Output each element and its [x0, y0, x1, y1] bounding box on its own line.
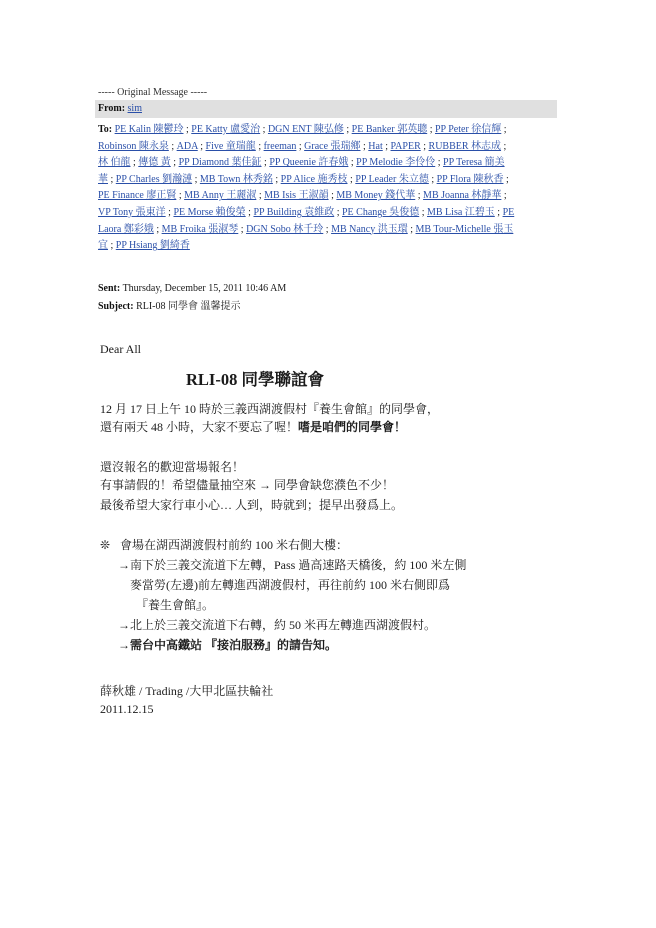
- recipient-link[interactable]: MB Money 錢代華: [336, 190, 416, 202]
- separator: ;: [168, 140, 177, 152]
- greeting: Dear All: [100, 342, 141, 356]
- from-sender-link[interactable]: sim: [127, 103, 142, 114]
- recipient-link[interactable]: RUBBER 林志成: [428, 140, 502, 152]
- recipient-link[interactable]: 傳德 黃: [138, 157, 171, 169]
- separator: ;: [334, 206, 342, 218]
- to-line-8: [98, 238, 560, 255]
- separator: ;: [296, 140, 305, 152]
- separator: ;: [501, 140, 507, 152]
- recipient-link[interactable]: PE Change 吳俊德: [342, 206, 420, 218]
- recipient-link[interactable]: PP Hsiang 劉綺香: [115, 240, 190, 252]
- separator: ;: [494, 206, 503, 218]
- separator: ;: [501, 124, 507, 135]
- shuttle-note: →需台中高鐵站 『接泊服務』的請告知。: [118, 638, 338, 652]
- recipient-link[interactable]: PP Building 袁維政: [253, 206, 335, 218]
- recipient-link[interactable]: PP Flora 陳秋香: [436, 173, 504, 185]
- recipient-link[interactable]: PAPER: [390, 140, 421, 152]
- reminder-emphasis: 嗜是咱們的同學會！: [298, 420, 407, 434]
- separator: ;: [238, 223, 247, 235]
- directions-south-2: 麥當勞(左邊)前左轉進西湖渡假村，再往前約 100 米右側即爲: [130, 578, 450, 592]
- recipient-link[interactable]: PE Morse 賴俊榮: [173, 206, 246, 218]
- reminder-text: 還有兩天 48 小時，大家不要忘了喔！: [100, 420, 299, 434]
- recipient-link[interactable]: MB Lisa 江碧玉: [427, 206, 495, 218]
- sent-row: [98, 282, 286, 296]
- recipient-link[interactable]: MB Froika 張淑琴: [161, 223, 239, 235]
- message-title: RLI-08 同學聯誼會: [186, 370, 324, 389]
- separator: ;: [343, 124, 352, 135]
- recipient-link[interactable]: PP Teresa 簡美: [443, 157, 505, 169]
- separator: ;: [415, 190, 424, 202]
- separator: ;: [323, 223, 332, 235]
- to-line-5: [98, 188, 560, 205]
- separator: ;: [176, 190, 185, 202]
- recipient-link[interactable]: 華: [98, 173, 108, 185]
- separator: ;: [428, 173, 437, 185]
- bullet-icon: ❊: [100, 538, 111, 552]
- signature: 薛秋雄 / Trading /大甲北區扶輪社: [100, 684, 274, 698]
- directions-north: →北上於三義交流道下右轉，約 50 米再左轉進西湖渡假村。: [118, 618, 437, 632]
- paragraph-registration: 還沒報名的歡迎當場報名！: [100, 460, 245, 474]
- to-line-4: [98, 172, 560, 189]
- recipient-link[interactable]: PP Queenie 許春娥: [269, 157, 349, 169]
- recipient-link[interactable]: DGN Sobo 林千玲: [246, 223, 324, 235]
- separator: ;: [183, 124, 192, 135]
- separator: ;: [245, 206, 254, 218]
- separator: ;: [347, 173, 356, 185]
- directions-south-3: 『養生會館』。: [136, 598, 215, 612]
- recipient-link[interactable]: MB Isis 王淑韻: [264, 190, 329, 202]
- recipient-link[interactable]: PE Kalin 陳鬱玲: [114, 124, 184, 135]
- subject-label: Subject:: [98, 301, 134, 312]
- recipient-link[interactable]: PP Alice 施秀枝: [280, 173, 348, 185]
- subject-row: [98, 300, 241, 314]
- separator: ;: [255, 140, 264, 152]
- recipient-link[interactable]: MB Joanna 林靜華: [423, 190, 502, 202]
- separator: ;: [272, 173, 281, 185]
- recipient-link[interactable]: Hat: [368, 140, 383, 152]
- subject-value: RLI-08 同學會 溫馨提示: [136, 301, 241, 312]
- separator: ;: [435, 157, 444, 169]
- to-line-3: [98, 155, 560, 172]
- separator: ;: [108, 240, 116, 252]
- separator: ;: [170, 157, 179, 169]
- directions-south-1: →南下於三義交流道下左轉，Pass 過高速路天橋後，約 100 米左側: [118, 558, 467, 572]
- from-row-background: [95, 100, 557, 118]
- separator: ;: [382, 140, 391, 152]
- separator: ;: [348, 157, 357, 169]
- directions-heading: [100, 536, 348, 554]
- recipient-link[interactable]: PE: [502, 206, 515, 218]
- paragraph-reminder: [100, 418, 406, 436]
- recipient-link[interactable]: PP Melodie 李伶伶: [356, 157, 436, 169]
- to-recipients: [98, 122, 560, 255]
- separator: ;: [108, 173, 116, 185]
- recipient-link[interactable]: MB Town 林秀銘: [199, 173, 273, 185]
- recipient-link[interactable]: MB Nancy 洪玉環: [331, 223, 408, 235]
- recipient-link[interactable]: VP Tony 張東洋: [98, 206, 166, 218]
- recipient-link[interactable]: PE Finance 廖正賢: [98, 190, 177, 202]
- separator: ;: [427, 124, 435, 135]
- recipient-link[interactable]: MB Anny 王麗淑: [184, 190, 257, 202]
- recipient-link[interactable]: PP Charles 劉瀚漣: [115, 173, 193, 185]
- recipient-link[interactable]: PE Katty 盧愛治: [191, 124, 261, 135]
- separator: ;: [130, 157, 139, 169]
- recipient-link[interactable]: MB Tour-Michelle 張玉: [415, 223, 514, 235]
- recipient-link[interactable]: Five 童瑞龍: [205, 140, 256, 152]
- separator: ;: [261, 157, 270, 169]
- recipient-link[interactable]: Robinson 陳永泉: [98, 140, 169, 152]
- to-line-7: [98, 222, 560, 239]
- separator: ;: [260, 124, 268, 135]
- separator: ;: [197, 140, 206, 152]
- from-label: From:: [98, 103, 126, 114]
- separator: ;: [420, 140, 429, 152]
- to-label: To:: [98, 124, 113, 135]
- recipient-link[interactable]: PE Banker 郭英聰: [351, 124, 428, 135]
- recipient-link[interactable]: PP Peter 徐信輝: [434, 124, 502, 135]
- signature-date: 2011.12.15: [100, 702, 154, 716]
- recipient-link[interactable]: ADA: [176, 140, 198, 152]
- paragraph-date-venue: 12 月 17 日上午 10 時於三義西湖渡假村『養生會館』的同學會，: [100, 402, 440, 416]
- paragraph-safety: 最後希望大家行車小心… 人到，時就到；提早出發爲上。: [100, 498, 404, 512]
- separator: ;: [360, 140, 369, 152]
- separator: ;: [501, 190, 507, 202]
- recipient-link[interactable]: Laora 鄭彩娥: [98, 223, 154, 235]
- to-line-6: [98, 205, 560, 222]
- separator: ;: [503, 173, 509, 185]
- recipient-link[interactable]: freeman: [263, 140, 297, 152]
- separator: ;: [192, 173, 200, 185]
- directions-heading-text: 會場在湖西湖渡假村前約 100 米右側大樓：: [120, 538, 349, 552]
- separator: ;: [256, 190, 265, 202]
- recipient-link[interactable]: PP Leader 朱立德: [355, 173, 429, 185]
- sent-label: Sent:: [98, 283, 121, 294]
- sent-value: Thursday, December 15, 2011 10:46 AM: [122, 283, 287, 294]
- recipient-link[interactable]: 宜: [98, 240, 108, 252]
- separator: ;: [153, 223, 162, 235]
- paragraph-absence: 有事請假的！希望儘量抽空來 → 同學會缺您濮色不少！: [100, 478, 395, 492]
- separator: ;: [419, 206, 427, 218]
- recipient-link[interactable]: DGN ENT 陳弘修: [267, 124, 344, 135]
- recipient-link[interactable]: 林 伯龍: [98, 157, 131, 169]
- original-message-marker: ----- Original Message -----: [98, 87, 208, 98]
- recipient-link[interactable]: Grace 張瑞鄉: [304, 140, 361, 152]
- from-row: [98, 102, 142, 116]
- recipient-link[interactable]: PP Diamond 葉佳鉦: [178, 157, 262, 169]
- separator: ;: [407, 223, 416, 235]
- separator: ;: [165, 206, 174, 218]
- to-line-2: [98, 139, 560, 156]
- separator: ;: [328, 190, 337, 202]
- to-line-1: [98, 122, 560, 139]
